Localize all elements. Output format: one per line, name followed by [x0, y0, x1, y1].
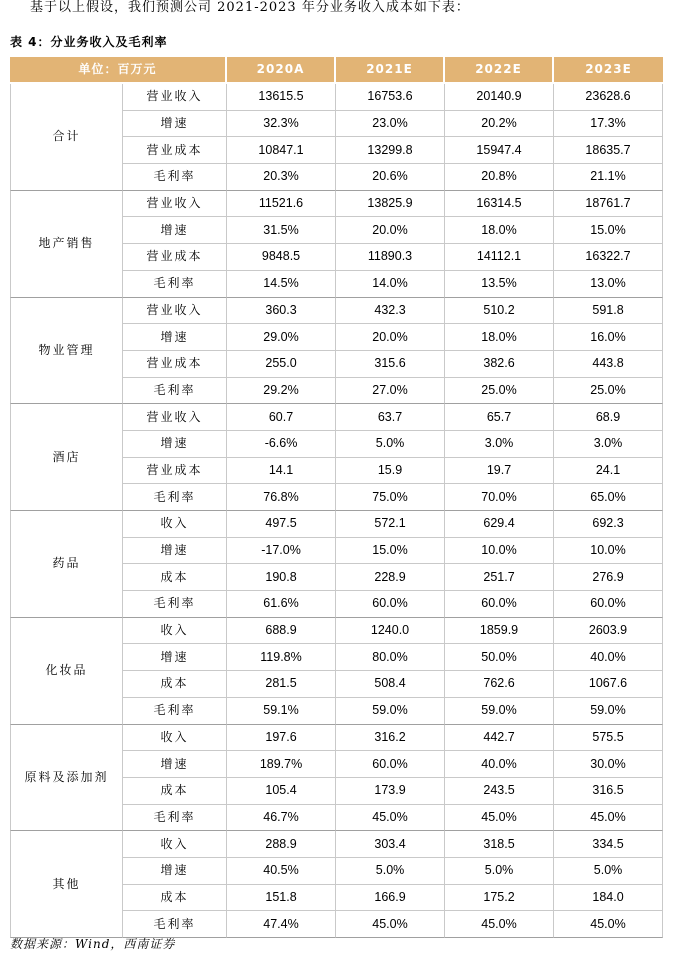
- value-cell: 281.5: [227, 671, 336, 698]
- metric-name-cell: 毛利率: [123, 378, 227, 405]
- value-cell: 13825.9: [336, 191, 445, 218]
- value-cell: 10.0%: [445, 538, 554, 565]
- value-cell: 497.5: [227, 511, 336, 538]
- value-cell: 21.1%: [554, 164, 663, 191]
- value-cell: 1859.9: [445, 618, 554, 645]
- value-cell: 59.0%: [554, 698, 663, 725]
- value-cell: 591.8: [554, 298, 663, 325]
- value-cell: 45.0%: [445, 805, 554, 832]
- value-cell: 60.0%: [554, 591, 663, 618]
- value-cell: 9848.5: [227, 244, 336, 271]
- value-cell: 20.3%: [227, 164, 336, 191]
- value-cell: 1240.0: [336, 618, 445, 645]
- value-cell: 45.0%: [445, 911, 554, 938]
- value-cell: 16314.5: [445, 191, 554, 218]
- value-cell: 60.0%: [336, 591, 445, 618]
- value-cell: 10.0%: [554, 538, 663, 565]
- metric-name-cell: 增速: [123, 431, 227, 458]
- value-cell: 14112.1: [445, 244, 554, 271]
- value-cell: 228.9: [336, 564, 445, 591]
- value-cell: 14.5%: [227, 271, 336, 298]
- metric-name-cell: 增速: [123, 858, 227, 885]
- value-cell: 15.9: [336, 458, 445, 485]
- value-cell: 29.2%: [227, 378, 336, 405]
- value-cell: 18.0%: [445, 324, 554, 351]
- value-cell: 15947.4: [445, 137, 554, 164]
- value-cell: 20.6%: [336, 164, 445, 191]
- header-2020a: 2020A: [227, 57, 336, 84]
- value-cell: 75.0%: [336, 484, 445, 511]
- value-cell: 688.9: [227, 618, 336, 645]
- value-cell: 45.0%: [336, 911, 445, 938]
- metric-name-cell: 成本: [123, 671, 227, 698]
- metric-name-cell: 收入: [123, 618, 227, 645]
- metric-name-cell: 增速: [123, 111, 227, 138]
- metric-name-cell: 增速: [123, 538, 227, 565]
- value-cell: 382.6: [445, 351, 554, 378]
- metric-name-cell: 毛利率: [123, 164, 227, 191]
- value-cell: 23628.6: [554, 84, 663, 111]
- metric-name-cell: 毛利率: [123, 271, 227, 298]
- value-cell: 16.0%: [554, 324, 663, 351]
- value-cell: 16322.7: [554, 244, 663, 271]
- metric-name-cell: 毛利率: [123, 484, 227, 511]
- data-source-note: 数据来源：Wind，西南证券: [10, 937, 176, 951]
- metric-name-cell: 毛利率: [123, 805, 227, 832]
- value-cell: 629.4: [445, 511, 554, 538]
- value-cell: 13615.5: [227, 84, 336, 111]
- value-cell: 11890.3: [336, 244, 445, 271]
- value-cell: 40.0%: [554, 644, 663, 671]
- metric-name-cell: 营业成本: [123, 137, 227, 164]
- value-cell: 692.3: [554, 511, 663, 538]
- value-cell: 25.0%: [554, 378, 663, 405]
- value-cell: 14.0%: [336, 271, 445, 298]
- value-cell: 15.0%: [336, 538, 445, 565]
- segment-name-cell: 合计: [10, 84, 123, 191]
- value-cell: 575.5: [554, 725, 663, 752]
- metric-name-cell: 增速: [123, 217, 227, 244]
- metric-name-cell: 收入: [123, 725, 227, 752]
- value-cell: 151.8: [227, 885, 336, 912]
- value-cell: 59.0%: [445, 698, 554, 725]
- value-cell: 2603.9: [554, 618, 663, 645]
- value-cell: 15.0%: [554, 217, 663, 244]
- value-cell: 13299.8: [336, 137, 445, 164]
- value-cell: 243.5: [445, 778, 554, 805]
- value-cell: 45.0%: [554, 911, 663, 938]
- value-cell: 59.1%: [227, 698, 336, 725]
- value-cell: 32.3%: [227, 111, 336, 138]
- value-cell: 572.1: [336, 511, 445, 538]
- table-caption: 表 4：分业务收入及毛利率: [10, 35, 168, 49]
- value-cell: 29.0%: [227, 324, 336, 351]
- value-cell: 18635.7: [554, 137, 663, 164]
- value-cell: 65.7: [445, 404, 554, 431]
- value-cell: 315.6: [336, 351, 445, 378]
- value-cell: 360.3: [227, 298, 336, 325]
- value-cell: 316.2: [336, 725, 445, 752]
- value-cell: 40.0%: [445, 751, 554, 778]
- table-row: [10, 298, 663, 325]
- value-cell: 443.8: [554, 351, 663, 378]
- metric-name-cell: 毛利率: [123, 911, 227, 938]
- value-cell: 318.5: [445, 831, 554, 858]
- value-cell: 31.5%: [227, 217, 336, 244]
- value-cell: 61.6%: [227, 591, 336, 618]
- value-cell: -6.6%: [227, 431, 336, 458]
- metric-name-cell: 营业收入: [123, 84, 227, 111]
- table-row: [10, 618, 663, 645]
- revenue-cost-table-wrapper: [10, 57, 663, 938]
- metric-name-cell: 营业收入: [123, 404, 227, 431]
- value-cell: 18761.7: [554, 191, 663, 218]
- metric-name-cell: 成本: [123, 885, 227, 912]
- value-cell: 60.0%: [445, 591, 554, 618]
- value-cell: 14.1: [227, 458, 336, 485]
- value-cell: 65.0%: [554, 484, 663, 511]
- table-body: [10, 84, 663, 938]
- value-cell: 762.6: [445, 671, 554, 698]
- value-cell: 20.0%: [336, 324, 445, 351]
- value-cell: 70.0%: [445, 484, 554, 511]
- value-cell: 46.7%: [227, 805, 336, 832]
- value-cell: 20140.9: [445, 84, 554, 111]
- value-cell: 288.9: [227, 831, 336, 858]
- value-cell: 45.0%: [336, 805, 445, 832]
- metric-name-cell: 营业成本: [123, 458, 227, 485]
- segment-name-cell: 化妆品: [10, 618, 123, 725]
- value-cell: 255.0: [227, 351, 336, 378]
- intro-paragraph: 基于以上假设，我们预测公司 2021-2023 年分业务收入成本如下表：: [30, 0, 470, 15]
- metric-name-cell: 收入: [123, 511, 227, 538]
- value-cell: 197.6: [227, 725, 336, 752]
- metric-name-cell: 营业收入: [123, 191, 227, 218]
- table-row: [10, 511, 663, 538]
- value-cell: 334.5: [554, 831, 663, 858]
- value-cell: 23.0%: [336, 111, 445, 138]
- metric-name-cell: 成本: [123, 564, 227, 591]
- value-cell: 47.4%: [227, 911, 336, 938]
- value-cell: 442.7: [445, 725, 554, 752]
- value-cell: 27.0%: [336, 378, 445, 405]
- value-cell: 175.2: [445, 885, 554, 912]
- value-cell: 190.8: [227, 564, 336, 591]
- value-cell: 303.4: [336, 831, 445, 858]
- value-cell: 59.0%: [336, 698, 445, 725]
- metric-name-cell: 收入: [123, 831, 227, 858]
- value-cell: 20.2%: [445, 111, 554, 138]
- value-cell: 5.0%: [554, 858, 663, 885]
- value-cell: 3.0%: [554, 431, 663, 458]
- table-row: [10, 191, 663, 218]
- value-cell: 3.0%: [445, 431, 554, 458]
- value-cell: 13.0%: [554, 271, 663, 298]
- table-header-row: [10, 57, 663, 84]
- table-row: [10, 831, 663, 858]
- value-cell: 16753.6: [336, 84, 445, 111]
- segment-name-cell: 物业管理: [10, 298, 123, 405]
- value-cell: 45.0%: [554, 805, 663, 832]
- value-cell: 20.0%: [336, 217, 445, 244]
- value-cell: 184.0: [554, 885, 663, 912]
- value-cell: 19.7: [445, 458, 554, 485]
- value-cell: 18.0%: [445, 217, 554, 244]
- value-cell: 5.0%: [336, 431, 445, 458]
- value-cell: 1067.6: [554, 671, 663, 698]
- value-cell: 11521.6: [227, 191, 336, 218]
- segment-name-cell: 地产销售: [10, 191, 123, 298]
- value-cell: 60.7: [227, 404, 336, 431]
- segment-name-cell: 药品: [10, 511, 123, 618]
- table-row: [10, 725, 663, 752]
- value-cell: 76.8%: [227, 484, 336, 511]
- table-row: [10, 84, 663, 111]
- segment-name-cell: 原料及添加剂: [10, 725, 123, 832]
- metric-name-cell: 增速: [123, 324, 227, 351]
- segment-name-cell: 酒店: [10, 404, 123, 511]
- value-cell: 276.9: [554, 564, 663, 591]
- header-2023e: 2023E: [554, 57, 663, 84]
- metric-name-cell: 增速: [123, 751, 227, 778]
- value-cell: 68.9: [554, 404, 663, 431]
- segment-name-cell: 其他: [10, 831, 123, 938]
- value-cell: 251.7: [445, 564, 554, 591]
- value-cell: 60.0%: [336, 751, 445, 778]
- value-cell: 10847.1: [227, 137, 336, 164]
- metric-name-cell: 增速: [123, 644, 227, 671]
- metric-name-cell: 成本: [123, 778, 227, 805]
- value-cell: 25.0%: [445, 378, 554, 405]
- header-unit: 单位：百万元: [10, 57, 227, 84]
- value-cell: 189.7%: [227, 751, 336, 778]
- value-cell: 173.9: [336, 778, 445, 805]
- value-cell: 24.1: [554, 458, 663, 485]
- value-cell: 510.2: [445, 298, 554, 325]
- value-cell: 105.4: [227, 778, 336, 805]
- metric-name-cell: 毛利率: [123, 698, 227, 725]
- value-cell: 17.3%: [554, 111, 663, 138]
- value-cell: 119.8%: [227, 644, 336, 671]
- metric-name-cell: 营业成本: [123, 244, 227, 271]
- value-cell: 13.5%: [445, 271, 554, 298]
- value-cell: 30.0%: [554, 751, 663, 778]
- value-cell: 5.0%: [445, 858, 554, 885]
- value-cell: 63.7: [336, 404, 445, 431]
- value-cell: -17.0%: [227, 538, 336, 565]
- value-cell: 50.0%: [445, 644, 554, 671]
- value-cell: 316.5: [554, 778, 663, 805]
- metric-name-cell: 营业收入: [123, 298, 227, 325]
- value-cell: 432.3: [336, 298, 445, 325]
- value-cell: 20.8%: [445, 164, 554, 191]
- value-cell: 166.9: [336, 885, 445, 912]
- header-2022e: 2022E: [445, 57, 554, 84]
- metric-name-cell: 营业成本: [123, 351, 227, 378]
- header-2021e: 2021E: [336, 57, 445, 84]
- value-cell: 80.0%: [336, 644, 445, 671]
- value-cell: 40.5%: [227, 858, 336, 885]
- value-cell: 5.0%: [336, 858, 445, 885]
- metric-name-cell: 毛利率: [123, 591, 227, 618]
- table-row: [10, 404, 663, 431]
- value-cell: 508.4: [336, 671, 445, 698]
- revenue-cost-table: [10, 57, 663, 938]
